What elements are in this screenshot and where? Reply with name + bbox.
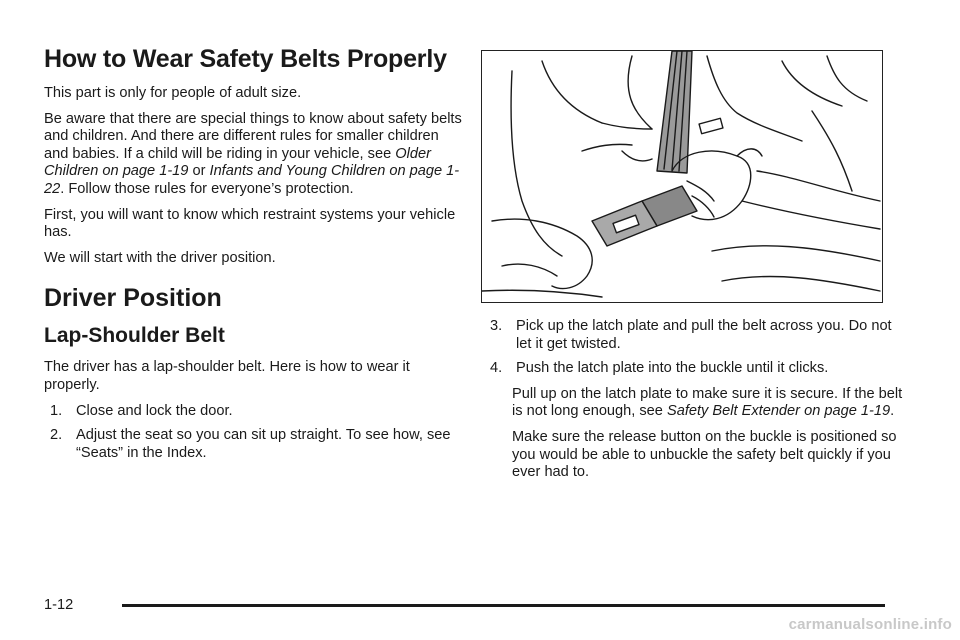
step-4: 4. Push the latch plate into the buckle until it clicks.	[490, 360, 829, 377]
step-1: 1. Close and lock the door.	[50, 402, 233, 419]
belt-extender-link[interactable]: Safety Belt Extender on page 1-19	[666, 403, 891, 420]
latch-secure-paragraph: Pull up on the latch plate to make sure it is secure. If the belt is not long enough, see Safety Belt Extender on page 1-19.	[512, 385, 903, 420]
page-title: How to Wear Safety Belts Properly	[44, 45, 447, 73]
infants-link[interactable]: Infants and Young Children on page 1-22	[44, 163, 460, 197]
restraint-paragraph: First, you will want to know which restraint systems your vehicle has.	[44, 206, 456, 241]
step-2: 2. Adjust the seat so you can sit up straight. To see how, see “Seats” in the Index.	[50, 427, 451, 461]
seatbelt-illustration	[481, 50, 883, 303]
step-3: 3. Pick up the latch plate and pull the belt across you. Do not let it get twisted.	[490, 318, 892, 352]
sub-intro-text: The driver has a lap-shoulder belt. Here is how to wear it properly.	[44, 359, 410, 393]
intro-text: This part is only for people of adult size.	[44, 85, 302, 101]
right-column	[490, 318, 910, 490]
release-button-paragraph: Make sure the release button on the buckle is positioned so you would be able to unbuckle the safety belt quickly if you ever had to.	[512, 428, 897, 481]
older-children-link[interactable]: Older Children on page 1-19	[44, 145, 431, 180]
left-column	[44, 44, 464, 469]
watermark: carmanualsonline.info	[788, 616, 952, 633]
subsection-title: Lap-Shoulder Belt	[44, 324, 225, 348]
section-title: Driver Position	[44, 284, 222, 313]
driver-start-paragraph: We will start with the driver position.	[44, 249, 276, 266]
page-number: 1-12	[44, 597, 74, 613]
children-paragraph: Be aware that there are special things to know about safety belts and children. And there are different rules for smaller children and babies. If a child will be riding in your vehicle, see Older Children on page 1-19 or Infants and Young Children on page 1-22. Follow those rules for everyone’s protection.	[44, 110, 462, 197]
footer-rule	[122, 604, 885, 607]
